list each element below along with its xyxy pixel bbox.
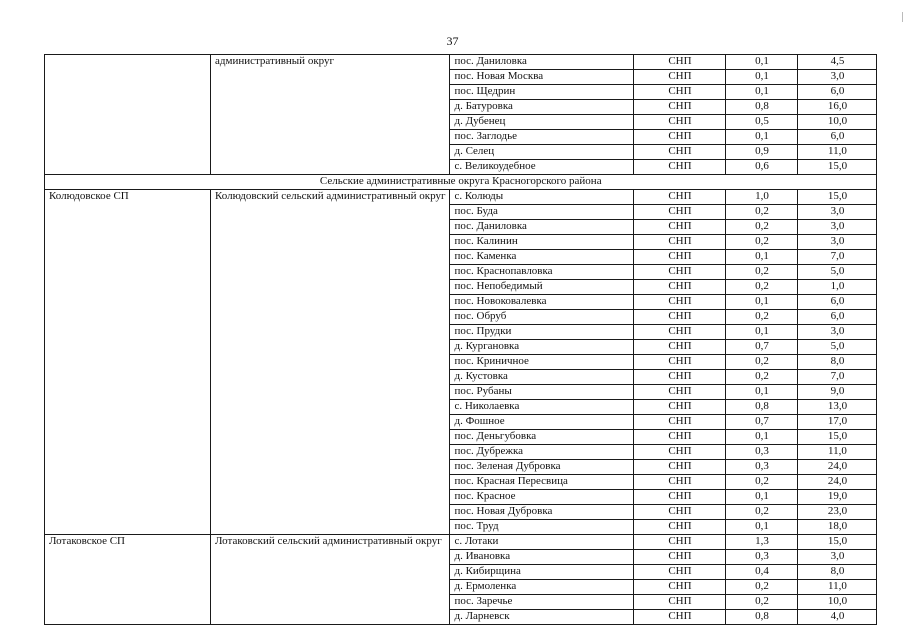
value-1: 0,3 bbox=[726, 550, 798, 565]
settlement-name: пос. Новоковалевка bbox=[450, 295, 634, 310]
settlement-type: СНП bbox=[634, 535, 726, 550]
settlement-name: с. Лотаки bbox=[450, 535, 634, 550]
district-cell: Лотаковский сельский административный округ bbox=[211, 535, 450, 625]
value-1: 1,0 bbox=[726, 190, 798, 205]
settlement-name: д. Фошное bbox=[450, 415, 634, 430]
settlement-type: СНП bbox=[634, 85, 726, 100]
value-2: 18,0 bbox=[798, 520, 877, 535]
value-1: 0,2 bbox=[726, 220, 798, 235]
value-2: 7,0 bbox=[798, 250, 877, 265]
value-2: 24,0 bbox=[798, 475, 877, 490]
value-2: 4,5 bbox=[798, 55, 877, 70]
value-2: 4,0 bbox=[798, 610, 877, 625]
value-2: 15,0 bbox=[798, 430, 877, 445]
settlement-type: СНП bbox=[634, 400, 726, 415]
settlement-name: пос. Щедрин bbox=[450, 85, 634, 100]
value-1: 0,6 bbox=[726, 160, 798, 175]
settlement-type: СНП bbox=[634, 160, 726, 175]
value-1: 0,8 bbox=[726, 610, 798, 625]
municipality-cell bbox=[45, 55, 211, 175]
settlement-name: с. Николаевка bbox=[450, 400, 634, 415]
section-header-row bbox=[45, 175, 877, 190]
settlement-name: пос. Краснопавловка bbox=[450, 265, 634, 280]
settlement-name: пос. Рубаны bbox=[450, 385, 634, 400]
value-1: 0,1 bbox=[726, 250, 798, 265]
table-row bbox=[45, 190, 877, 205]
settlement-name: пос. Каменка bbox=[450, 250, 634, 265]
value-1: 0,2 bbox=[726, 595, 798, 610]
value-1: 0,8 bbox=[726, 400, 798, 415]
value-1: 0,2 bbox=[726, 235, 798, 250]
value-1: 0,8 bbox=[726, 100, 798, 115]
value-2: 6,0 bbox=[798, 295, 877, 310]
value-2: 3,0 bbox=[798, 325, 877, 340]
district-cell: административный округ bbox=[211, 55, 450, 175]
value-2: 13,0 bbox=[798, 400, 877, 415]
value-1: 0,3 bbox=[726, 445, 798, 460]
value-1: 0,1 bbox=[726, 70, 798, 85]
value-2: 15,0 bbox=[798, 160, 877, 175]
value-2: 23,0 bbox=[798, 505, 877, 520]
value-1: 0,4 bbox=[726, 565, 798, 580]
value-2: 15,0 bbox=[798, 190, 877, 205]
value-1: 0,3 bbox=[726, 460, 798, 475]
value-1: 0,5 bbox=[726, 115, 798, 130]
value-2: 5,0 bbox=[798, 340, 877, 355]
municipality-cell: Лотаковское СП bbox=[45, 535, 211, 625]
settlement-name: д. Кибирщина bbox=[450, 565, 634, 580]
value-1: 0,2 bbox=[726, 310, 798, 325]
value-1: 1,3 bbox=[726, 535, 798, 550]
value-1: 0,1 bbox=[726, 85, 798, 100]
settlement-type: СНП bbox=[634, 115, 726, 130]
settlement-name: пос. Зеленая Дубровка bbox=[450, 460, 634, 475]
settlement-type: СНП bbox=[634, 70, 726, 85]
settlement-name: пос. Обруб bbox=[450, 310, 634, 325]
settlement-name: пос. Новая Москва bbox=[450, 70, 634, 85]
settlement-type: СНП bbox=[634, 445, 726, 460]
settlement-name: пос. Дубрежка bbox=[450, 445, 634, 460]
value-2: 15,0 bbox=[798, 535, 877, 550]
settlement-type: СНП bbox=[634, 190, 726, 205]
value-2: 16,0 bbox=[798, 100, 877, 115]
settlement-name: пос. Заречье bbox=[450, 595, 634, 610]
settlement-type: СНП bbox=[634, 235, 726, 250]
value-2: 1,0 bbox=[798, 280, 877, 295]
settlement-type: СНП bbox=[634, 205, 726, 220]
settlement-type: СНП bbox=[634, 355, 726, 370]
district-cell: Колюдовский сельский административный округ bbox=[211, 190, 450, 535]
value-1: 0,2 bbox=[726, 355, 798, 370]
value-2: 11,0 bbox=[798, 445, 877, 460]
settlement-table bbox=[44, 54, 877, 625]
value-2: 3,0 bbox=[798, 550, 877, 565]
settlement-name: пос. Буда bbox=[450, 205, 634, 220]
value-2: 8,0 bbox=[798, 565, 877, 580]
settlement-type: СНП bbox=[634, 310, 726, 325]
settlement-type: СНП bbox=[634, 145, 726, 160]
settlement-type: СНП bbox=[634, 100, 726, 115]
value-2: 10,0 bbox=[798, 595, 877, 610]
settlement-name: д. Ларневск bbox=[450, 610, 634, 625]
settlement-type: СНП bbox=[634, 220, 726, 235]
value-1: 0,7 bbox=[726, 340, 798, 355]
settlement-type: СНП bbox=[634, 520, 726, 535]
value-1: 0,2 bbox=[726, 265, 798, 280]
settlement-name: д. Ермоленка bbox=[450, 580, 634, 595]
page-number: 37 bbox=[446, 34, 459, 48]
value-2: 11,0 bbox=[798, 580, 877, 595]
value-2: 7,0 bbox=[798, 370, 877, 385]
settlement-type: СНП bbox=[634, 610, 726, 625]
section-title: Сельские административные округа Красногорского района bbox=[45, 175, 877, 190]
settlement-type: СНП bbox=[634, 340, 726, 355]
value-2: 6,0 bbox=[798, 130, 877, 145]
value-2: 8,0 bbox=[798, 355, 877, 370]
settlement-type: СНП bbox=[634, 370, 726, 385]
settlement-name: пос. Заглодье bbox=[450, 130, 634, 145]
value-1: 0,7 bbox=[726, 415, 798, 430]
value-1: 0,1 bbox=[726, 130, 798, 145]
settlement-name: д. Кургановка bbox=[450, 340, 634, 355]
settlement-name: с. Великоудебное bbox=[450, 160, 634, 175]
settlement-name: д. Дубенец bbox=[450, 115, 634, 130]
settlement-name: д. Ивановка bbox=[450, 550, 634, 565]
value-1: 0,1 bbox=[726, 295, 798, 310]
settlement-type: СНП bbox=[634, 430, 726, 445]
value-1: 0,2 bbox=[726, 205, 798, 220]
value-2: 24,0 bbox=[798, 460, 877, 475]
value-1: 0,1 bbox=[726, 55, 798, 70]
value-2: 10,0 bbox=[798, 115, 877, 130]
settlement-name: д. Батуровка bbox=[450, 100, 634, 115]
settlement-type: СНП bbox=[634, 580, 726, 595]
settlement-type: СНП bbox=[634, 415, 726, 430]
settlement-name: д. Селец bbox=[450, 145, 634, 160]
settlement-type: СНП bbox=[634, 460, 726, 475]
settlement-type: СНП bbox=[634, 565, 726, 580]
settlement-name: пос. Новая Дубровка bbox=[450, 505, 634, 520]
value-1: 0,1 bbox=[726, 325, 798, 340]
settlement-type: СНП bbox=[634, 265, 726, 280]
value-2: 9,0 bbox=[798, 385, 877, 400]
value-2: 17,0 bbox=[798, 415, 877, 430]
settlement-type: СНП bbox=[634, 250, 726, 265]
value-2: 19,0 bbox=[798, 490, 877, 505]
value-2: 6,0 bbox=[798, 310, 877, 325]
value-2: 11,0 bbox=[798, 145, 877, 160]
value-1: 0,2 bbox=[726, 580, 798, 595]
settlement-type: СНП bbox=[634, 280, 726, 295]
settlement-name: пос. Деньгубовка bbox=[450, 430, 634, 445]
settlement-type: СНП bbox=[634, 505, 726, 520]
value-1: 0,2 bbox=[726, 475, 798, 490]
value-1: 0,9 bbox=[726, 145, 798, 160]
settlement-name: пос. Даниловка bbox=[450, 220, 634, 235]
value-2: 3,0 bbox=[798, 235, 877, 250]
settlement-type: СНП bbox=[634, 490, 726, 505]
value-1: 0,1 bbox=[726, 385, 798, 400]
settlement-name: пос. Даниловка bbox=[450, 55, 634, 70]
settlement-type: СНП bbox=[634, 385, 726, 400]
edge-mark bbox=[902, 12, 903, 22]
value-1: 0,1 bbox=[726, 490, 798, 505]
value-2: 5,0 bbox=[798, 265, 877, 280]
value-2: 3,0 bbox=[798, 220, 877, 235]
table-row bbox=[45, 55, 877, 70]
settlement-name: с. Колюды bbox=[450, 190, 634, 205]
value-1: 0,2 bbox=[726, 505, 798, 520]
settlement-type: СНП bbox=[634, 55, 726, 70]
settlement-name: пос. Красное bbox=[450, 490, 634, 505]
value-1: 0,2 bbox=[726, 370, 798, 385]
settlement-name: д. Кустовка bbox=[450, 370, 634, 385]
table-row bbox=[45, 535, 877, 550]
settlement-type: СНП bbox=[634, 475, 726, 490]
settlement-name: пос. Криничное bbox=[450, 355, 634, 370]
settlement-name: пос. Труд bbox=[450, 520, 634, 535]
value-2: 3,0 bbox=[798, 205, 877, 220]
municipality-cell: Колюдовское СП bbox=[45, 190, 211, 535]
settlement-type: СНП bbox=[634, 130, 726, 145]
value-2: 6,0 bbox=[798, 85, 877, 100]
settlement-type: СНП bbox=[634, 295, 726, 310]
settlement-type: СНП bbox=[634, 595, 726, 610]
settlement-type: СНП bbox=[634, 550, 726, 565]
settlement-name: пос. Красная Пересвица bbox=[450, 475, 634, 490]
value-1: 0,2 bbox=[726, 280, 798, 295]
value-1: 0,1 bbox=[726, 430, 798, 445]
settlement-name: пос. Калинин bbox=[450, 235, 634, 250]
value-1: 0,1 bbox=[726, 520, 798, 535]
settlement-type: СНП bbox=[634, 325, 726, 340]
settlement-name: пос. Непобедимый bbox=[450, 280, 634, 295]
value-2: 3,0 bbox=[798, 70, 877, 85]
settlement-name: пос. Прудки bbox=[450, 325, 634, 340]
